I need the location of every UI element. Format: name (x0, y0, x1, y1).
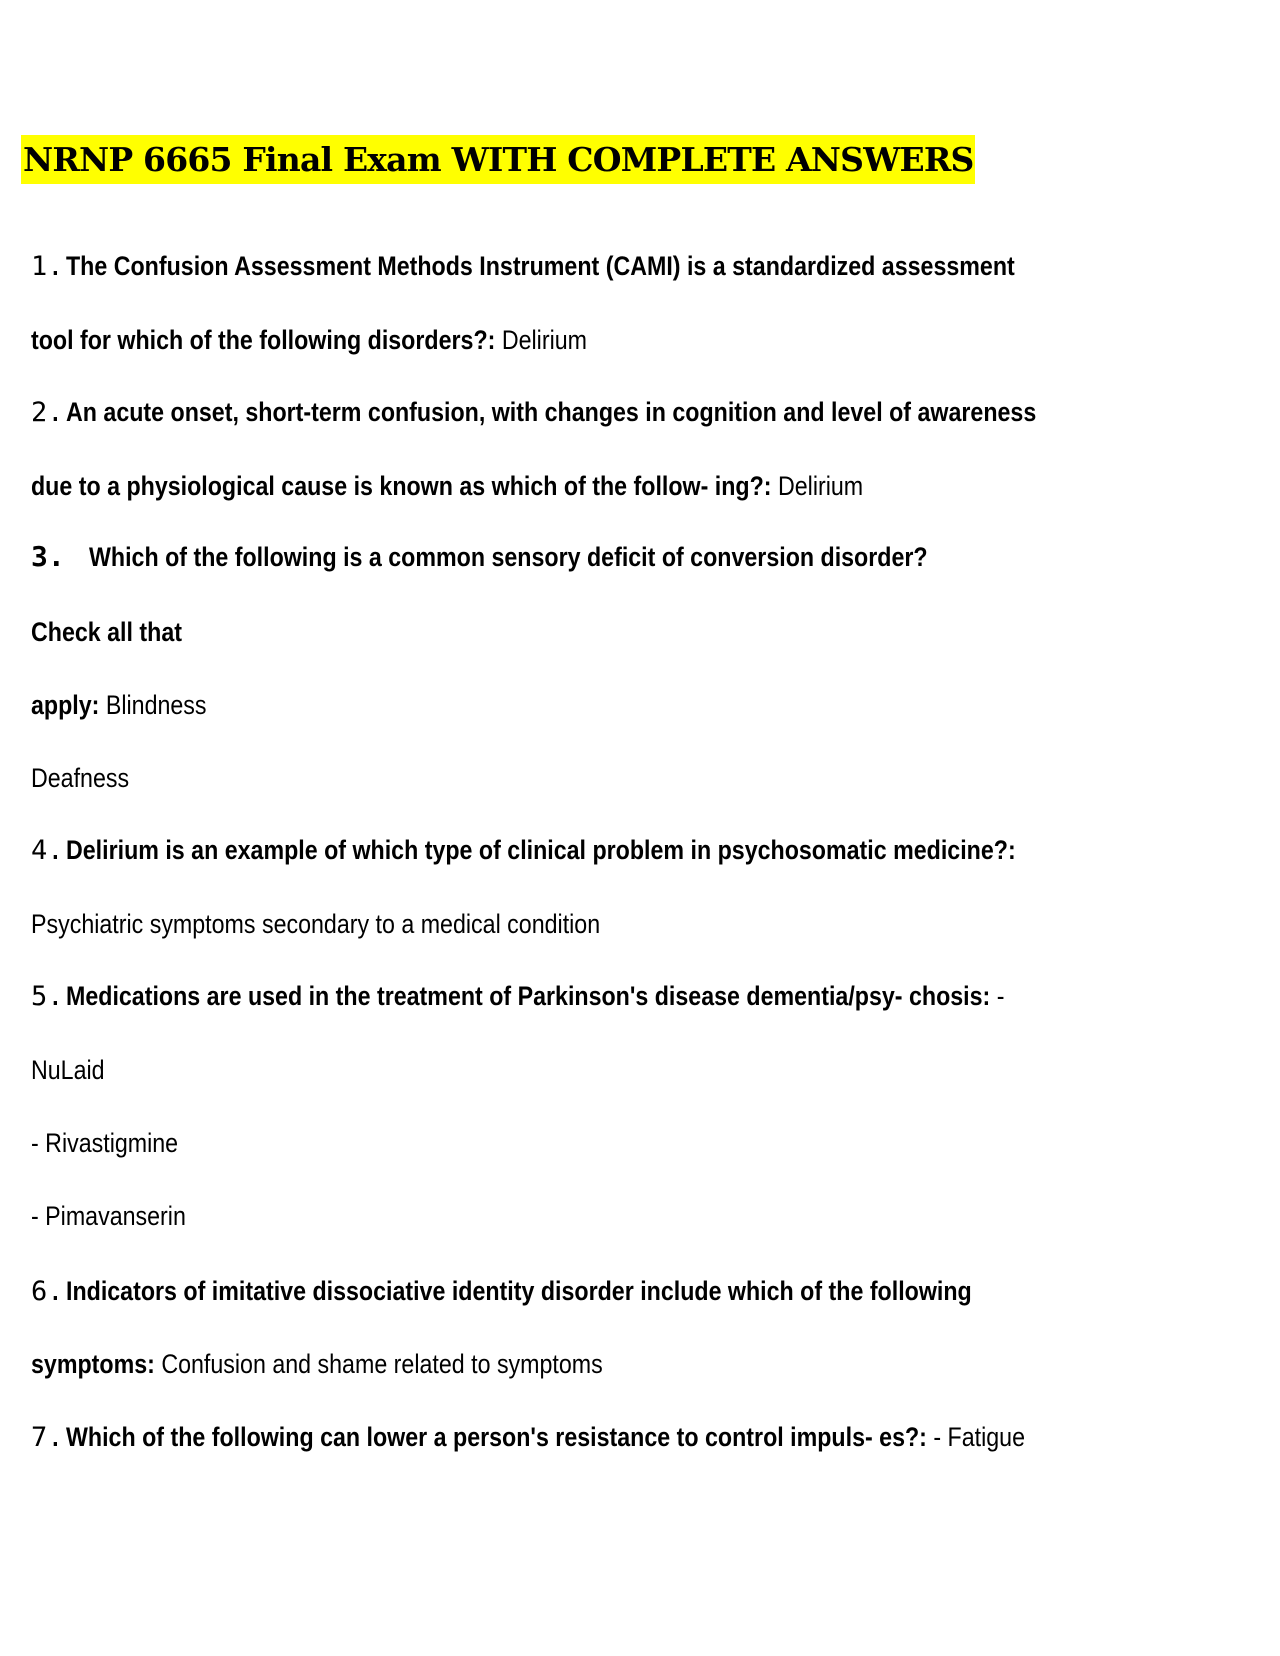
question-text: Delirium is an example of which type of clinical problem in psychosomatic medicine?: (65, 835, 1016, 865)
answer-text: NuLaid (31, 1055, 105, 1085)
question-number: 2. (31, 397, 64, 428)
question-1-line-2 (31, 322, 678, 358)
question-4-line-1 (31, 832, 1170, 869)
question-text: Check all that (31, 617, 182, 647)
question-number: 4. (31, 835, 64, 866)
question-number: 7. (31, 1422, 64, 1453)
answer-text: - (996, 981, 1005, 1011)
question-number: 3. (31, 540, 65, 573)
question-3-answer-2 (31, 760, 145, 796)
answer-text: Confusion and shame related to symptoms (161, 1349, 603, 1379)
question-3-line-1 (31, 539, 1064, 575)
question-text: apply: (31, 690, 100, 720)
question-text: Which of the following is a common sensory deficit of conversion disorder? (88, 542, 928, 572)
answer-text: - Rivastigmine (31, 1128, 179, 1158)
question-text: tool for which of the following disorders?: (31, 325, 496, 355)
question-text: The Confusion Assessment Methods Instrument (CAMI) is a standardized assessment (65, 251, 1015, 281)
question-5-answer-3 (31, 1198, 211, 1234)
answer-text: Deafness (31, 763, 130, 793)
answer-text: - Pimavanserin (31, 1201, 186, 1231)
question-6-line-2 (31, 1346, 696, 1382)
document-title: NRNP 6665 Final Exam WITH COMPLETE ANSWERS (21, 135, 975, 184)
question-text: An acute onset, short-term confusion, with changes in cognition and level of awareness (65, 397, 1036, 427)
question-4-answer (31, 906, 693, 942)
answer-text: - Fatigue (932, 1422, 1025, 1452)
question-2-line-1 (31, 394, 1194, 431)
question-number: 5. (31, 981, 64, 1012)
question-7-line-1 (31, 1419, 1181, 1456)
answer-text: Blindness (105, 690, 207, 720)
question-5-line-1 (31, 978, 1157, 1015)
question-5-answer-2 (31, 1125, 202, 1161)
question-text: symptoms: (31, 1349, 155, 1379)
question-3-line-2 (31, 614, 207, 650)
question-3-line-3 (31, 687, 235, 723)
answer-text: Delirium (501, 325, 587, 355)
question-text: Indicators of imitative dissociative identity disorder include which of the following (65, 1276, 972, 1306)
question-text: Medications are used in the treatment of Parkinson's disease dementia/psy- chosis: (65, 981, 990, 1011)
answer-text: Psychiatric symptoms secondary to a medical condition (31, 909, 601, 939)
question-2-line-2 (31, 468, 999, 504)
question-number: 6. (31, 1276, 64, 1307)
question-number: 1. (31, 251, 64, 282)
question-1-line-1 (31, 248, 1169, 285)
answer-text: Delirium (778, 471, 864, 501)
question-text: Which of the following can lower a person's resistance to control impuls- es?: (65, 1422, 927, 1452)
question-text: due to a physiological cause is known as which of the follow- ing?: (31, 471, 772, 501)
question-5-answer-1 (31, 1052, 117, 1088)
question-6-line-1 (31, 1273, 1119, 1310)
